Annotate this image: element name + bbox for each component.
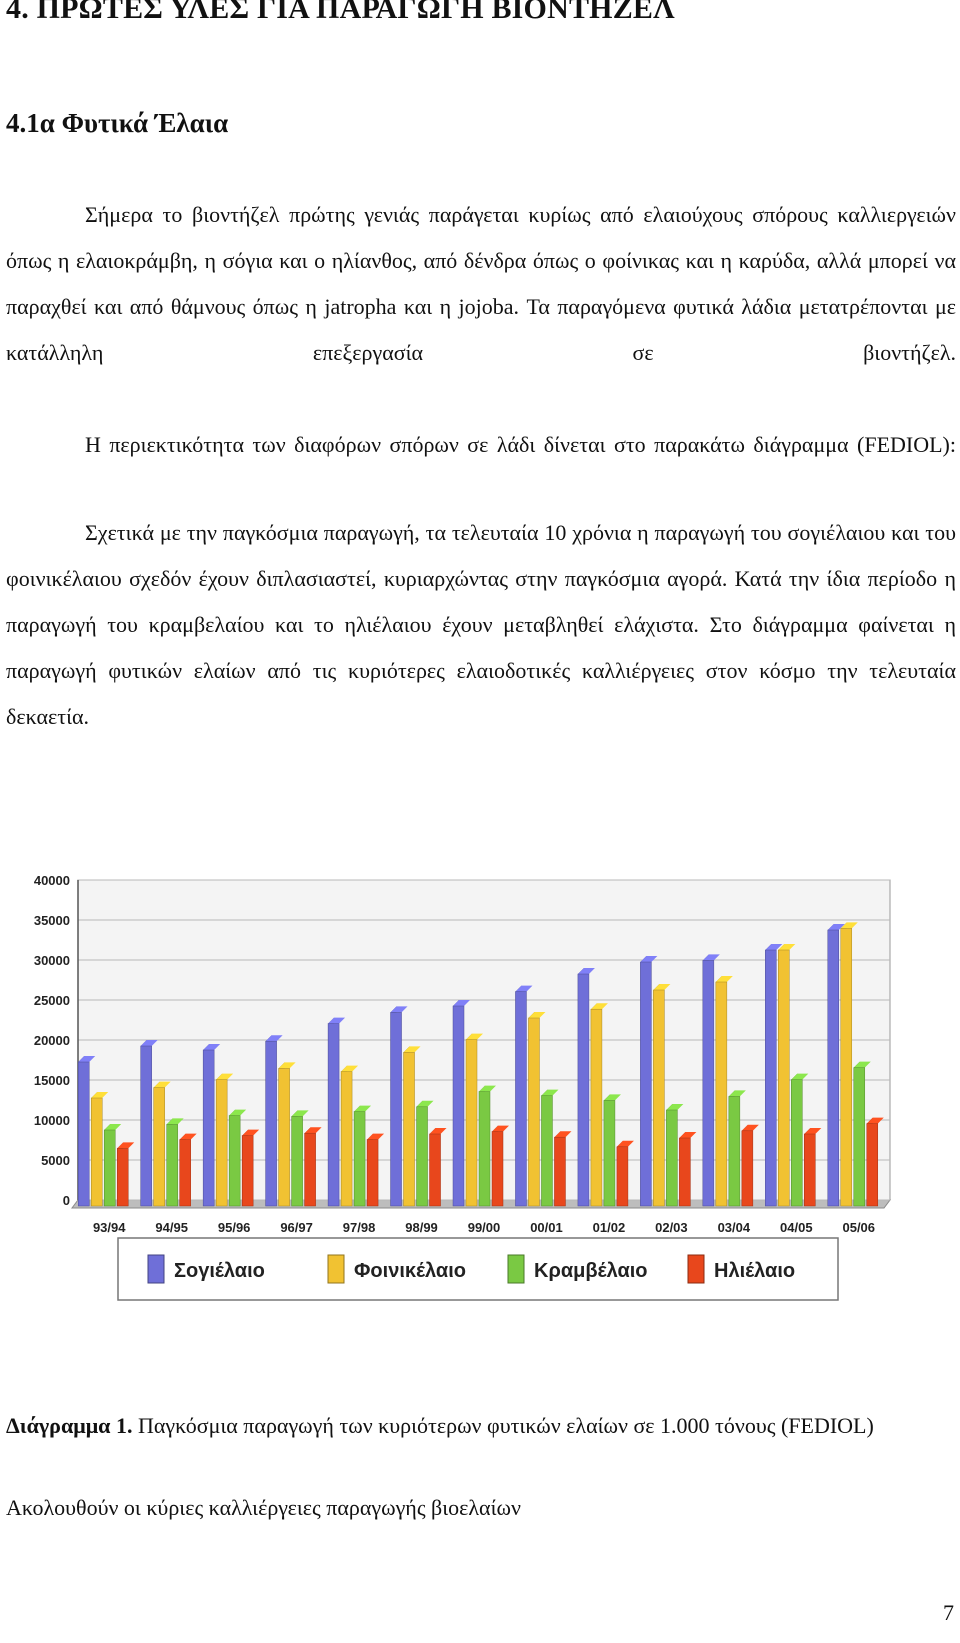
- bar-9-3: [679, 1138, 690, 1206]
- x-tick-label: 98/99: [405, 1220, 438, 1235]
- y-tick-label: 0: [62, 1193, 70, 1208]
- y-tick-label: 5000: [41, 1153, 70, 1168]
- bar-11-3: [804, 1134, 815, 1206]
- bar-6-0: [453, 1006, 464, 1206]
- x-tick-label: 04/05: [780, 1220, 813, 1235]
- chart-caption: [6, 1404, 956, 1448]
- bar-3-2: [292, 1116, 303, 1206]
- bar-11-0: [765, 950, 776, 1206]
- bar-8-1: [591, 1009, 602, 1206]
- bar-8-2: [604, 1100, 615, 1206]
- bar-2-1: [216, 1080, 227, 1206]
- bar-0-0: [78, 1062, 89, 1206]
- bar-2-2: [229, 1116, 240, 1206]
- bar-10-2: [729, 1096, 740, 1206]
- bar-5-0: [391, 1012, 402, 1206]
- bar-chart-svg: [10, 870, 920, 1350]
- bar-12-0: [828, 930, 839, 1206]
- bar-6-3: [492, 1132, 503, 1206]
- y-tick-label: 10000: [33, 1113, 70, 1128]
- bar-5-1: [404, 1052, 415, 1206]
- bar-12-2: [854, 1068, 865, 1206]
- legend-swatch: [688, 1255, 704, 1283]
- bar-1-0: [141, 1046, 152, 1206]
- bar-2-0: [203, 1050, 214, 1206]
- legend-label: Σογιέλαιο: [174, 1260, 265, 1282]
- x-tick-label: 97/98: [342, 1220, 376, 1235]
- bar-9-0: [640, 962, 651, 1206]
- bar-3-1: [279, 1068, 290, 1206]
- bar-4-3: [367, 1140, 378, 1206]
- following-text: Ακολουθούν οι κύριες καλλιέργειες παραγωγής βιοελαίων: [6, 1495, 521, 1520]
- bar-4-2: [354, 1112, 365, 1206]
- bar-0-2: [104, 1130, 115, 1206]
- bar-7-3: [554, 1137, 565, 1206]
- bar-9-1: [653, 990, 664, 1206]
- x-tick-label: 99/00: [467, 1220, 501, 1235]
- legend-swatch: [148, 1255, 164, 1283]
- y-tick-label: 25000: [33, 993, 70, 1008]
- bar-3-0: [266, 1041, 277, 1206]
- caption-text: Παγκόσμια παραγωγή των κυριότερων φυτικών ελαίων σε 1.000 τόνους (FEDIOL): [132, 1413, 874, 1438]
- bar-1-1: [154, 1088, 165, 1206]
- x-tick-label: 02/03: [655, 1220, 688, 1235]
- legend-swatch: [508, 1255, 524, 1283]
- bar-1-2: [167, 1124, 178, 1206]
- bar-12-1: [841, 928, 852, 1206]
- y-tick-label: 20000: [33, 1033, 70, 1048]
- bar-7-2: [541, 1096, 552, 1206]
- page-number: 7: [943, 1600, 954, 1625]
- world-production-paragraph: Σχετικά με την παγκόσμια παραγωγή, τα τελευταία 10 χρόνια η παραγωγή του σογιέλαιου και του φοινικέλαιου σχεδόν έχουν διπλασιαστεί, κυριαρχώντας στην παγκόσμια αγορά. Κατά την ίδια περίοδο η παραγωγή του κραμβελαίου και το ηλιέλαιου έχουν μεταβληθεί ελάχιστα. Στο διάγραμμα φαίνεται η παραγωγή φυτικών ελαίων από τις κυριότερες ελαιοδοτικές καλλιέργειες στον κόσμο την τελευταία δεκαετία.: [6, 520, 956, 729]
- bar-11-1: [778, 950, 789, 1206]
- legend-label: Ηλιέλαιο: [714, 1260, 796, 1282]
- bar-8-3: [617, 1147, 628, 1206]
- intro-paragraph: Σήμερα το βιοντήζελ πρώτης γενιάς παράγεται κυρίως από ελαιούχους σπόρους καλλιεργειών όπως η ελαιοκράμβη, η σόγια και ο ηλίανθος, από δένδρα όπως ο φοίνικας και η καρύδα, αλλά μπορεί να παραχθεί και από θάμνους όπως η jatropha και η jojoba. Τα παραγόμενα φυτικά λάδια μετατρέπονται με κατάλληλη επεξεργασία σε βιοντήζελ.: [6, 202, 956, 365]
- x-tick-label: 96/97: [280, 1220, 313, 1235]
- bar-10-1: [716, 982, 727, 1206]
- bar-0-1: [91, 1098, 102, 1206]
- x-tick-label: 94/95: [155, 1220, 188, 1235]
- bar-9-2: [666, 1110, 677, 1206]
- legend-swatch: [328, 1255, 344, 1283]
- chapter-title: 4. ΠΡΩΤΕΣ ΥΛΕΣ ΓΙΑ ΠΑΡΑΓΩΓΗ ΒΙΟΝΤΗΖΕΛ: [6, 0, 675, 25]
- y-tick-label: 15000: [33, 1073, 70, 1088]
- oil-content-paragraph: Η περιεκτικότητα των διαφόρων σπόρων σε λάδι δίνεται στο παρακάτω διάγραμμα (FEDIOL):: [85, 432, 956, 457]
- bar-11-2: [791, 1080, 802, 1206]
- bar-3-3: [305, 1133, 316, 1206]
- bar-7-0: [515, 992, 526, 1206]
- y-tick-label: 35000: [33, 913, 70, 928]
- x-tick-label: 00/01: [530, 1220, 563, 1235]
- x-tick-label: 95/96: [217, 1220, 251, 1235]
- bar-5-3: [430, 1134, 441, 1206]
- bar-7-1: [528, 1018, 539, 1206]
- legend-label: Κραμβέλαιο: [534, 1260, 648, 1282]
- bar-2-3: [242, 1136, 253, 1206]
- bar-4-0: [328, 1024, 339, 1206]
- bar-12-3: [867, 1124, 878, 1206]
- bar-0-3: [117, 1148, 128, 1206]
- production-chart: [10, 870, 920, 1350]
- bar-4-1: [341, 1072, 352, 1206]
- bar-6-2: [479, 1092, 490, 1206]
- x-tick-label: 01/02: [592, 1220, 626, 1235]
- x-tick-label: 05/06: [842, 1220, 876, 1235]
- bar-6-1: [466, 1040, 477, 1206]
- legend-label: Φοινικέλαιο: [354, 1260, 466, 1282]
- x-tick-label: 93/94: [92, 1220, 126, 1235]
- section-title: 4.1α Φυτικά Έλαια: [6, 108, 229, 138]
- x-tick-label: 03/04: [717, 1220, 751, 1235]
- y-tick-label: 40000: [33, 873, 70, 888]
- caption-lead: Διάγραμμα 1.: [6, 1413, 133, 1438]
- bar-8-0: [578, 974, 589, 1206]
- y-tick-label: 30000: [33, 953, 70, 968]
- bar-5-2: [417, 1107, 428, 1206]
- bar-1-3: [180, 1140, 191, 1206]
- bar-10-3: [742, 1131, 753, 1206]
- bar-10-0: [703, 960, 714, 1206]
